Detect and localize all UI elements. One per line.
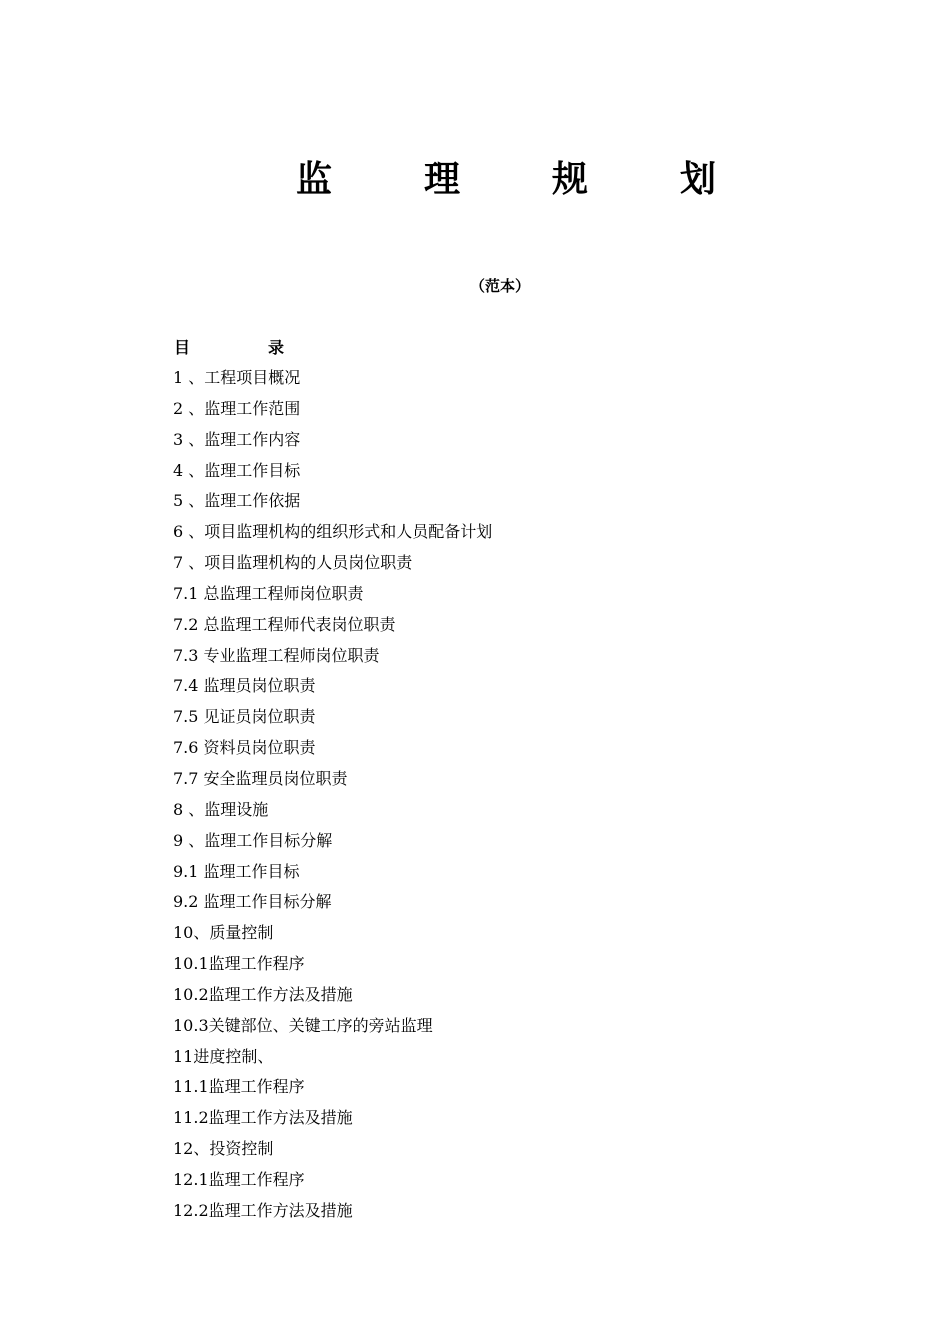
toc-item: 9.1 监理工作目标 bbox=[173, 861, 300, 881]
toc-item: 10.3关键部位、关键工序的旁站监理 bbox=[173, 1015, 433, 1035]
toc-item: 7.7 安全监理员岗位职责 bbox=[173, 768, 348, 788]
toc-item: 7 、项目监理机构的人员岗位职责 bbox=[173, 553, 413, 573]
title-char: 规 bbox=[551, 159, 588, 200]
toc-heading-char: 录 bbox=[267, 338, 284, 357]
document-title bbox=[296, 156, 716, 204]
toc-item: 11.2监理工作方法及措施 bbox=[173, 1108, 353, 1128]
toc-item: 4 、监理工作目标 bbox=[173, 460, 301, 480]
toc-item: 10.2监理工作方法及措施 bbox=[173, 984, 353, 1004]
toc-item: 12.2监理工作方法及措施 bbox=[173, 1200, 353, 1220]
toc-item: 3 、监理工作内容 bbox=[173, 429, 301, 449]
title-char: 理 bbox=[423, 159, 460, 200]
toc-item: 6 、项目监理机构的组织形式和人员配备计划 bbox=[173, 522, 493, 542]
toc-item: 11.1监理工作程序 bbox=[173, 1077, 305, 1097]
title-char: 划 bbox=[679, 159, 716, 200]
toc-item: 9 、监理工作目标分解 bbox=[173, 830, 333, 850]
toc-item: 7.3 专业监理工程师岗位职责 bbox=[173, 645, 380, 665]
toc-item: 10、质量控制 bbox=[173, 923, 274, 943]
toc-item: 12、投资控制 bbox=[173, 1139, 274, 1159]
toc-item: 10.1监理工作程序 bbox=[173, 954, 305, 974]
toc-heading bbox=[174, 336, 284, 360]
table-of-contents bbox=[173, 366, 492, 1230]
toc-item: 9.2 监理工作目标分解 bbox=[173, 892, 332, 912]
toc-heading-char: 目 bbox=[174, 338, 191, 357]
toc-item: 8 、监理设施 bbox=[173, 799, 269, 819]
toc-item: 2 、监理工作范围 bbox=[173, 398, 301, 418]
title-char: 监 bbox=[296, 159, 333, 200]
toc-item: 7.1 总监理工程师岗位职责 bbox=[173, 583, 364, 603]
toc-item: 12.1监理工作程序 bbox=[173, 1169, 305, 1189]
toc-item: 7.4 监理员岗位职责 bbox=[173, 676, 316, 696]
toc-item: 1 、工程项目概况 bbox=[173, 368, 301, 387]
toc-item: 7.5 见证员岗位职责 bbox=[173, 707, 316, 727]
toc-item: 5 、监理工作依据 bbox=[173, 491, 301, 511]
toc-item: 7.2 总监理工程师代表岗位职责 bbox=[173, 614, 396, 634]
toc-item: 11进度控制、 bbox=[173, 1046, 274, 1066]
toc-item: 7.6 资料员岗位职责 bbox=[173, 738, 316, 758]
document-subtitle: （范本） bbox=[469, 277, 530, 295]
